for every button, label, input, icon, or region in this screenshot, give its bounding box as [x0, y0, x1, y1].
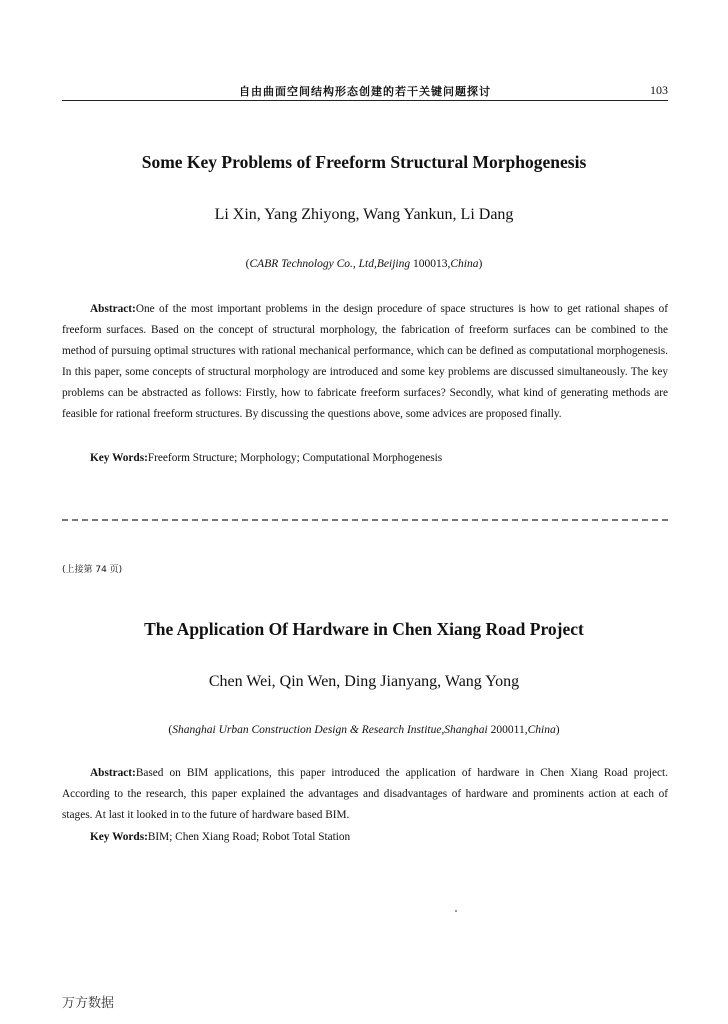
paper1-title: Some Key Problems of Freeform Structural Morphogenesis	[141, 152, 587, 172]
continued-note: (上接第 74 页)	[62, 565, 123, 575]
paper1-keywords-label: Key Words	[90, 452, 145, 464]
paper1-abstract: Abstract:One of the most important problems in the design procedure of space structures is how to get rational shapes of freeform surfaces. Based on the concept of structural morphology, the fabrication of freeform surfaces can be combined to the method of pursuing optimal structures with rational mechanical performance, which can be defined as computational morphogenesis. In this paper, some concepts of structural morphology are introduced and some key problems are discussed simultaneously. The key problems can be abstracted as follows: Firstly, how to fabricate freeform surfaces? Secondly, what kind of generating methods are feasible for rational freeform structures. By discussing the questions above, some advices are proposed finally.	[62, 303, 668, 420]
paper1-authors: Li Xin, Yang Zhiyong, Wang Yankun, Li Dang	[214, 206, 514, 223]
paper1-abstract-label: Abstract	[90, 303, 133, 315]
paper1-keywords: Key Words:Freeform Structure; Morphology; Computational Morphogenesis	[90, 452, 443, 464]
paper1-affiliation-post: 100013,	[410, 258, 451, 270]
paper1-affiliation-org: CABR Technology Co., Ltd,Beijing	[249, 258, 411, 270]
paper2-keywords-text: BIM; Chen Xiang Road; Robot Total Station	[147, 831, 351, 843]
running-title: 自由曲面空间结构形态创建的若干关键问题探讨	[239, 85, 491, 98]
paper1-affiliation-country: China	[450, 258, 479, 270]
paper1-abstract-text: One of the most important problems in the design procedure of space structures is how to get rational shapes of freeform surfaces. Based on the concept of structural morphology, the fabrication of freeform surfaces can be combined to the method of pursuing optimal structures with rational mechanical performance, which can be defined as computational morphogenesis. In this paper, some concepts of structural morphology are introduced and some key problems are discussed simultaneously. The key problems can be abstracted as follows: Firstly, how to fabricate freeform surfaces? Secondly, what kind of generating methods are feasible for rational freeform structures. By discussing the questions above, some advices are proposed finally.	[62, 303, 668, 420]
watermark: 万方数据	[62, 996, 115, 1011]
scan-speck	[455, 910, 457, 912]
paper2-affiliation-org: Shanghai Urban Construction Design & Research Institue,Shanghai	[172, 724, 488, 736]
paper2-authors: Chen Wei, Qin Wen, Ding Jianyang, Wang Yong	[208, 673, 520, 690]
paper2-affiliation-post: 200011,	[487, 724, 528, 736]
paper2-abstract-text: Based on BIM applications, this paper introduced the application of hardware in Chen Xiang Road project. According to the research, this paper explained the advantages and disadvantages of hardware and prominents action at each of stages. At last it looked in to the future of hardware based BIM.	[62, 767, 668, 821]
paper1-affiliation: (CABR Technology Co., Ltd,Beijing 100013,China)	[245, 258, 483, 270]
running-header	[62, 80, 668, 101]
paper2-keywords-label: Key Words	[90, 831, 145, 843]
page-number: 103	[650, 83, 668, 97]
paper2-title: The Application Of Hardware in Chen Xiang Road Project	[144, 619, 584, 639]
paper2-affiliation-country: China	[527, 724, 556, 736]
section-divider	[62, 519, 668, 521]
paper2-abstract-label: Abstract	[90, 767, 133, 779]
paper1-keywords-text: Freeform Structure; Morphology; Computational Morphogenesis	[147, 452, 443, 464]
paper2-affiliation: (Shanghai Urban Construction Design & Research Institue,Shanghai 200011,China)	[168, 724, 560, 736]
paper2-keywords: Key Words:BIM; Chen Xiang Road; Robot Total Station	[90, 831, 351, 843]
paper2-abstract: Abstract:Based on BIM applications, this paper introduced the application of hardware in Chen Xiang Road project. According to the research, this paper explained the advantages and disadvantages of hardware and prominents action at each of stages. At last it looked in to the future of hardware based BIM.	[62, 767, 668, 821]
